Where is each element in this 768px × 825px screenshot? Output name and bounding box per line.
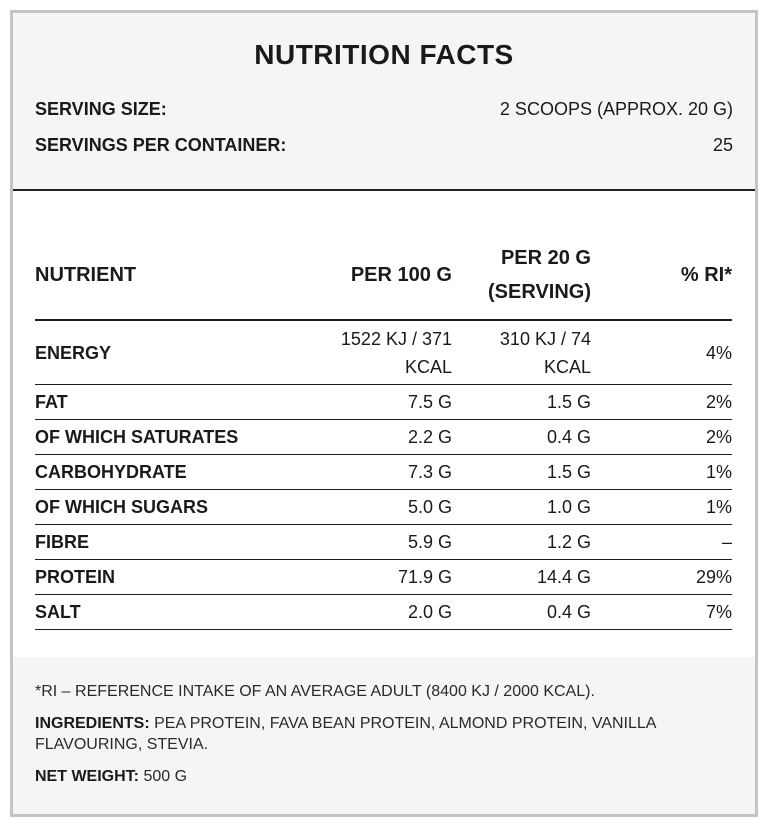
- nutrition-footer: [13, 657, 755, 814]
- nutrient-name: SALT: [35, 595, 305, 630]
- nutrient-name: OF WHICH SATURATES: [35, 420, 305, 455]
- value-per-serving: 1.5 G: [452, 455, 591, 490]
- nutrient-name: CARBOHYDRATE: [35, 455, 305, 490]
- table-row: [35, 385, 732, 420]
- table-row: [35, 595, 732, 630]
- value-per-serving: 1.5 G: [452, 385, 591, 420]
- nutrient-name: PROTEIN: [35, 560, 305, 595]
- value-per-100g-line2: KCAL: [404, 356, 452, 377]
- table-row: [35, 525, 732, 560]
- value-per-serving-line1: 310 KJ / 74: [499, 328, 591, 349]
- value-ri: –: [591, 525, 732, 560]
- serving-size-label: SERVING SIZE:: [35, 99, 167, 119]
- value-per-serving: 1.0 G: [452, 490, 591, 525]
- net-weight: [35, 766, 733, 787]
- nutrient-name: FIBRE: [35, 525, 305, 560]
- header-per-100g: PER 100 G: [305, 231, 452, 320]
- header-per-serving: [452, 231, 591, 320]
- net-weight-label: NET WEIGHT:: [35, 768, 139, 785]
- value-per-100g: 71.9 G: [305, 560, 452, 595]
- value-per-100g: 2.2 G: [305, 420, 452, 455]
- table-row: [35, 490, 732, 525]
- header-per-serving-line1: PER 20 G: [500, 247, 591, 269]
- table-row: [35, 320, 732, 385]
- table-row: [35, 420, 732, 455]
- value-per-serving: 1.2 G: [452, 525, 591, 560]
- value-ri: 1%: [591, 455, 732, 490]
- value-per-serving: [452, 320, 591, 385]
- net-weight-value: 500 G: [139, 768, 188, 785]
- servings-per-container-label: SERVINGS PER CONTAINER:: [35, 135, 287, 155]
- header-per-serving-line2: (SERVING): [488, 281, 591, 303]
- value-per-100g: [305, 320, 452, 385]
- value-per-100g: 7.3 G: [305, 455, 452, 490]
- value-ri: 1%: [591, 490, 732, 525]
- value-per-100g: 5.9 G: [305, 525, 452, 560]
- nutrient-name: OF WHICH SUGARS: [35, 490, 305, 525]
- ingredients: [35, 713, 733, 755]
- table-header-row: [35, 231, 732, 320]
- value-ri: 7%: [591, 595, 732, 630]
- value-ri: 4%: [591, 320, 732, 385]
- table-row: [35, 455, 732, 490]
- value-per-100g-line1: 1522 KJ / 371: [340, 328, 452, 349]
- serving-size-value: 2 SCOOPS (APPROX. 20 G): [499, 99, 733, 119]
- ri-note: *RI – REFERENCE INTAKE OF AN AVERAGE ADULT (8400 KJ / 2000 KCAL).: [35, 683, 595, 700]
- ingredients-label: INGREDIENTS:: [35, 715, 150, 732]
- header-nutrient: NUTRIENT: [35, 231, 305, 320]
- nutrition-header: [13, 13, 755, 191]
- value-per-100g: 5.0 G: [305, 490, 452, 525]
- table-row: [35, 560, 732, 595]
- value-per-serving: 14.4 G: [452, 560, 591, 595]
- servings-per-container-value: 25: [712, 135, 733, 155]
- servings-per-container-row: [35, 135, 733, 156]
- value-per-serving: 0.4 G: [452, 595, 591, 630]
- nutrient-name: FAT: [35, 385, 305, 420]
- value-per-100g: 7.5 G: [305, 385, 452, 420]
- ingredients-value: PEA PROTEIN, FAVA BEAN PROTEIN, ALMOND PROTEIN, VANILLA FLAVOURING, STEVIA.: [35, 715, 656, 753]
- value-per-serving-line2: KCAL: [543, 356, 591, 377]
- serving-size-row: [35, 99, 733, 120]
- header-ri: % RI*: [591, 231, 732, 320]
- nutrition-table: [35, 231, 732, 630]
- value-per-100g: 2.0 G: [305, 595, 452, 630]
- value-ri: 2%: [591, 385, 732, 420]
- value-ri: 29%: [591, 560, 732, 595]
- page-title: NUTRITION FACTS: [254, 39, 514, 70]
- nutrition-panel: [10, 10, 758, 817]
- value-ri: 2%: [591, 420, 732, 455]
- value-per-serving: 0.4 G: [452, 420, 591, 455]
- nutrient-name: ENERGY: [35, 320, 305, 385]
